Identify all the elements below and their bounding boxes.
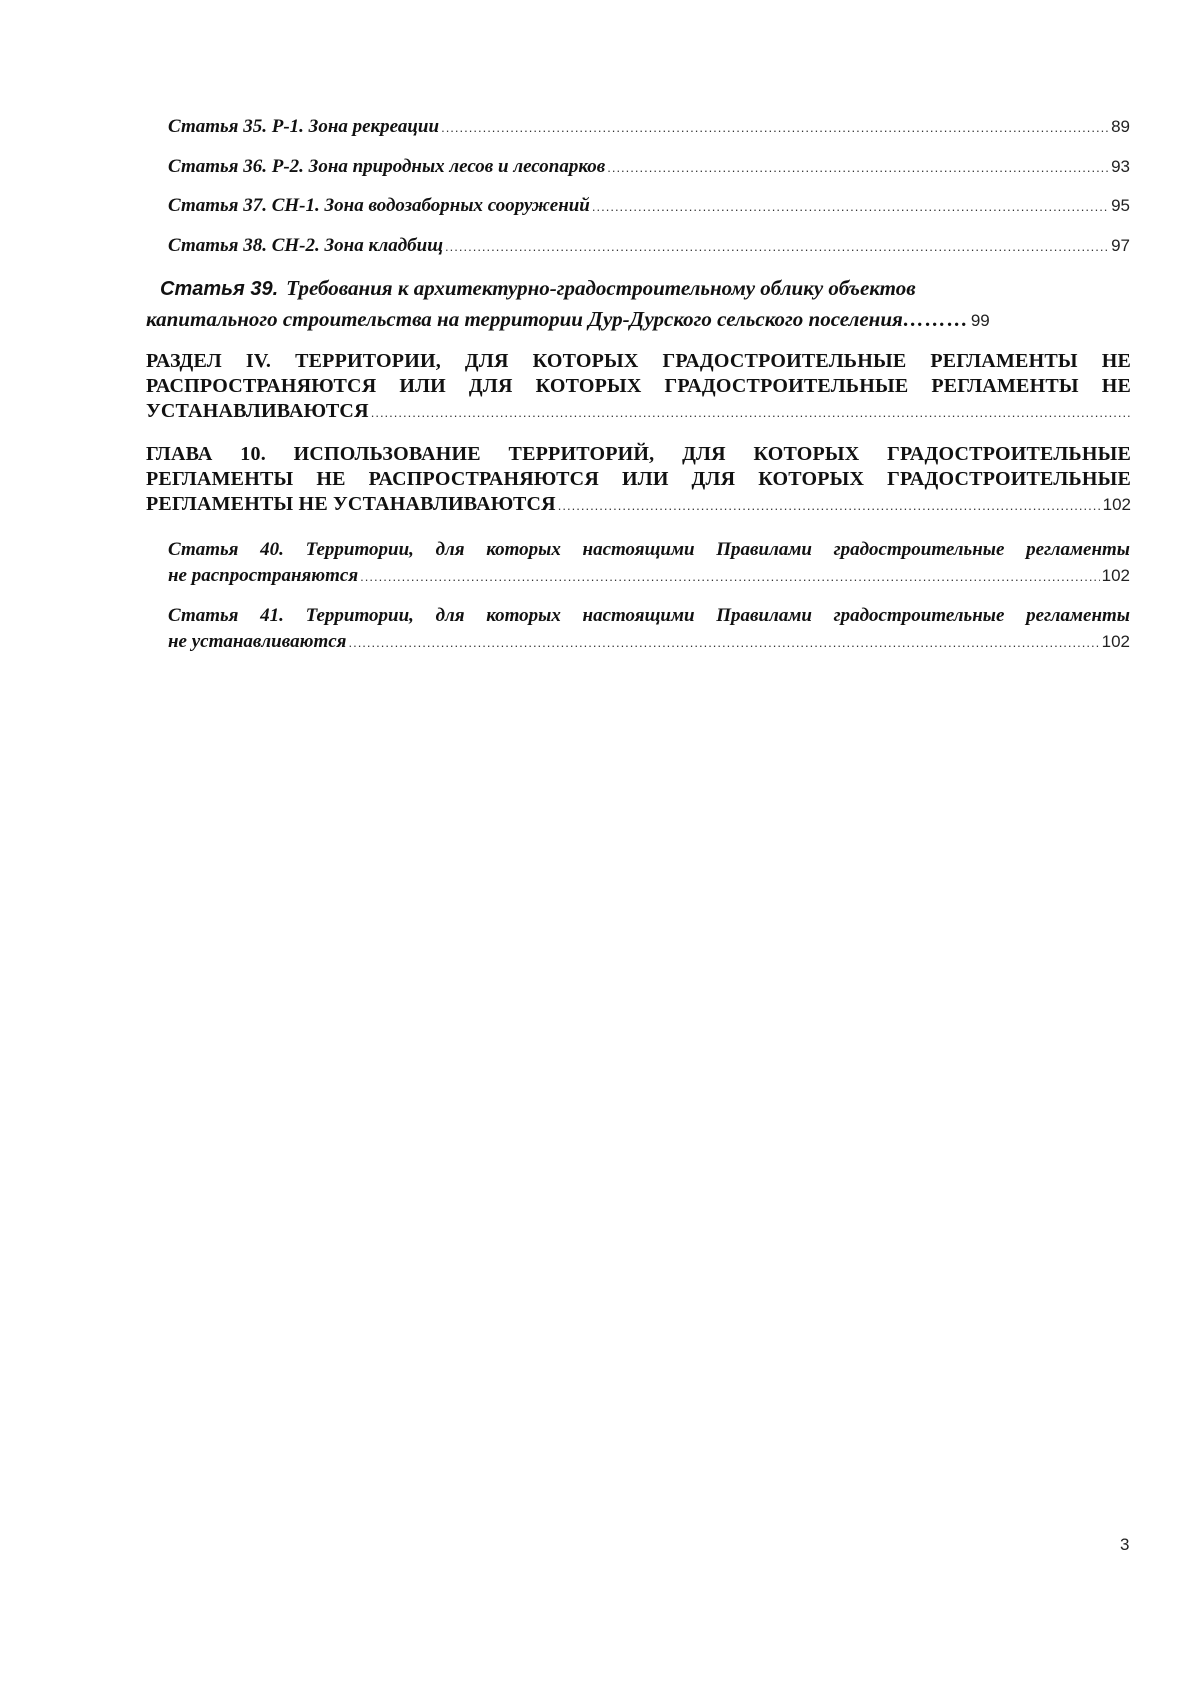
- toc-page-number: 95: [1111, 196, 1130, 215]
- toc-section-line: РАЗДЕЛ IV. ТЕРРИТОРИИ, ДЛЯ КОТОРЫХ ГРАДОСТРОИТЕЛЬНЫЕ РЕГЛАМЕНТЫ НЕ: [146, 350, 1131, 372]
- toc-entry-title-continued: не распространяются: [168, 565, 359, 586]
- toc-entry-art38[interactable]: [168, 235, 1130, 257]
- toc-entry-art37[interactable]: [168, 195, 1130, 217]
- dot-leader: [441, 120, 1109, 135]
- toc-page-number: 102: [1101, 632, 1130, 651]
- toc-entry-prefix: Статья 39.: [160, 278, 279, 300]
- toc-entry-art40[interactable]: [168, 539, 1130, 587]
- dot-leader: [348, 635, 1099, 650]
- toc-page-number: 97: [1111, 236, 1130, 255]
- toc-entry-title: Требования к архитектурно-градостроительному облику объектов: [286, 276, 916, 300]
- dot-leader: [445, 239, 1109, 254]
- toc-entry-title-continued: капитального строительства на территории Дур-Дурского сельского поселения: [146, 307, 903, 331]
- toc-entry-art39[interactable]: [146, 276, 1130, 332]
- toc-entry-title: Статья 37. СН-1. Зона водозаборных сооружений: [168, 195, 590, 216]
- toc-entry-art35[interactable]: [168, 116, 1130, 138]
- toc-section-line: РАСПРОСТРАНЯЮТСЯ ИЛИ ДЛЯ КОТОРЫХ ГРАДОСТРОИТЕЛЬНЫЕ РЕГЛАМЕНТЫ НЕ: [146, 375, 1131, 397]
- toc-entry-art41[interactable]: [168, 605, 1130, 653]
- toc-chapter-line: РЕГЛАМЕНТЫ НЕ РАСПРОСТРАНЯЮТСЯ ИЛИ ДЛЯ КОТОРЫХ ГРАДОСТРОИТЕЛЬНЫЕ: [146, 468, 1131, 490]
- dot-leader: [558, 498, 1101, 513]
- toc-page-number: 89: [1111, 117, 1130, 136]
- dot-leader: [360, 569, 1099, 584]
- toc-entry-title: Статья 40. Территории, для которых настоящими Правилами градостроительные регламенты: [168, 539, 1130, 560]
- dot-leader: ………: [902, 307, 969, 331]
- dot-leader: [592, 199, 1109, 214]
- toc-entry-title: Статья 41. Территории, для которых настоящими Правилами градостроительные регламенты: [168, 605, 1130, 626]
- toc-page-number: 102: [1101, 566, 1130, 585]
- toc-page-number: 93: [1111, 157, 1130, 176]
- toc-chapter-line: ГЛАВА 10. ИСПОЛЬЗОВАНИЕ ТЕРРИТОРИЙ, ДЛЯ КОТОРЫХ ГРАДОСТРОИТЕЛЬНЫЕ: [146, 443, 1131, 465]
- page-number: 3: [1120, 1535, 1130, 1554]
- dot-leader: [371, 405, 1131, 420]
- toc-chapter-line: РЕГЛАМЕНТЫ НЕ УСТАНАВЛИВАЮТСЯ: [146, 493, 556, 515]
- toc-entry-title-continued: не устанавливаются: [168, 631, 347, 652]
- toc-entry-section4[interactable]: [146, 350, 1131, 423]
- toc-entry-art36[interactable]: [168, 156, 1130, 178]
- dot-leader: [607, 160, 1109, 175]
- toc-entry-title: Статья 38. СН-2. Зона кладбищ: [168, 235, 444, 256]
- toc-page-number: 102: [1102, 495, 1131, 514]
- toc-entry-title: Статья 35. Р-1. Зона рекреации: [168, 116, 440, 137]
- toc-page-number: 99: [970, 311, 990, 330]
- toc-entry-title: Статья 36. Р-2. Зона природных лесов и лесопарков: [168, 156, 606, 177]
- toc-entry-chapter10[interactable]: [146, 443, 1131, 516]
- toc-section-line: УСТАНАВЛИВАЮТСЯ: [146, 400, 369, 422]
